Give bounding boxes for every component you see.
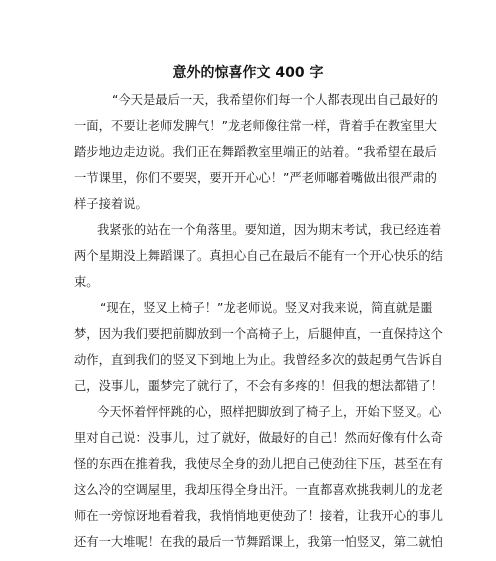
- text-line: 里对自己说：没事儿，过了就好，做最好的自己！然而好像有什么奇: [74, 431, 443, 445]
- text-line: 怪的东西在推着我，我使尽全身的劲儿把自己使劲往下压，甚至在有: [74, 457, 443, 471]
- text-line: 还有一大堆呢！在我的最后一节舞蹈课上，我第一怕竖叉，第二就怕: [74, 535, 443, 549]
- text-line: 束。: [74, 275, 99, 289]
- text-line: “今天是最后一天，我希望你们每一个人都表现出自己最好的: [112, 93, 439, 107]
- text-line: 踏步地边走边说。我们正在舞蹈教室里端正的站着。“我希望在最后: [74, 145, 437, 159]
- text-line: 师在一旁惊讶地看着我，我悄悄地更使劲了！接着，让我开心的事儿: [74, 509, 443, 523]
- text-line: 己，没事儿，噩梦完了就行了，不会有多疼的！但我的想法都错了！: [74, 379, 443, 393]
- text-line: 样子接着说。: [74, 197, 148, 211]
- document-title: 意外的惊喜作文 400 字: [172, 65, 324, 81]
- text-line: 一节课里，你们不要哭，要开开心心！”严老师嘟着嘴做出很严肃的: [74, 171, 437, 185]
- text-line: 动作，直到我们的竖叉下到地上为止。我曾经多次的鼓起勇气告诉自: [74, 353, 443, 367]
- text-line: 梦，因为我们要把前脚放到一个高椅子上，后腿伸直，一直保持这个: [74, 327, 443, 341]
- text-line: 我紧张的站在一个角落里。要知道，因为期末考试，我已经连着: [97, 223, 442, 237]
- text-line: 一面，不要让老师发脾气！”龙老师像往常一样，背着手在教室里大: [74, 119, 437, 133]
- text-line: 今天怀着怦怦跳的心，照样把脚放到了椅子上，开始下竖叉。心: [97, 405, 442, 419]
- text-line: “现在，竖叉上椅子！”龙老师说。竖叉对我来说，简直就是噩: [100, 301, 433, 315]
- text-line: 两个星期没上舞蹈课了。真担心自己在最后不能有一个开心快乐的结: [74, 249, 443, 263]
- text-line: 这么冷的空调屋里，我却压得全身出汗。一直都喜欢挑我刺儿的龙老: [74, 483, 443, 497]
